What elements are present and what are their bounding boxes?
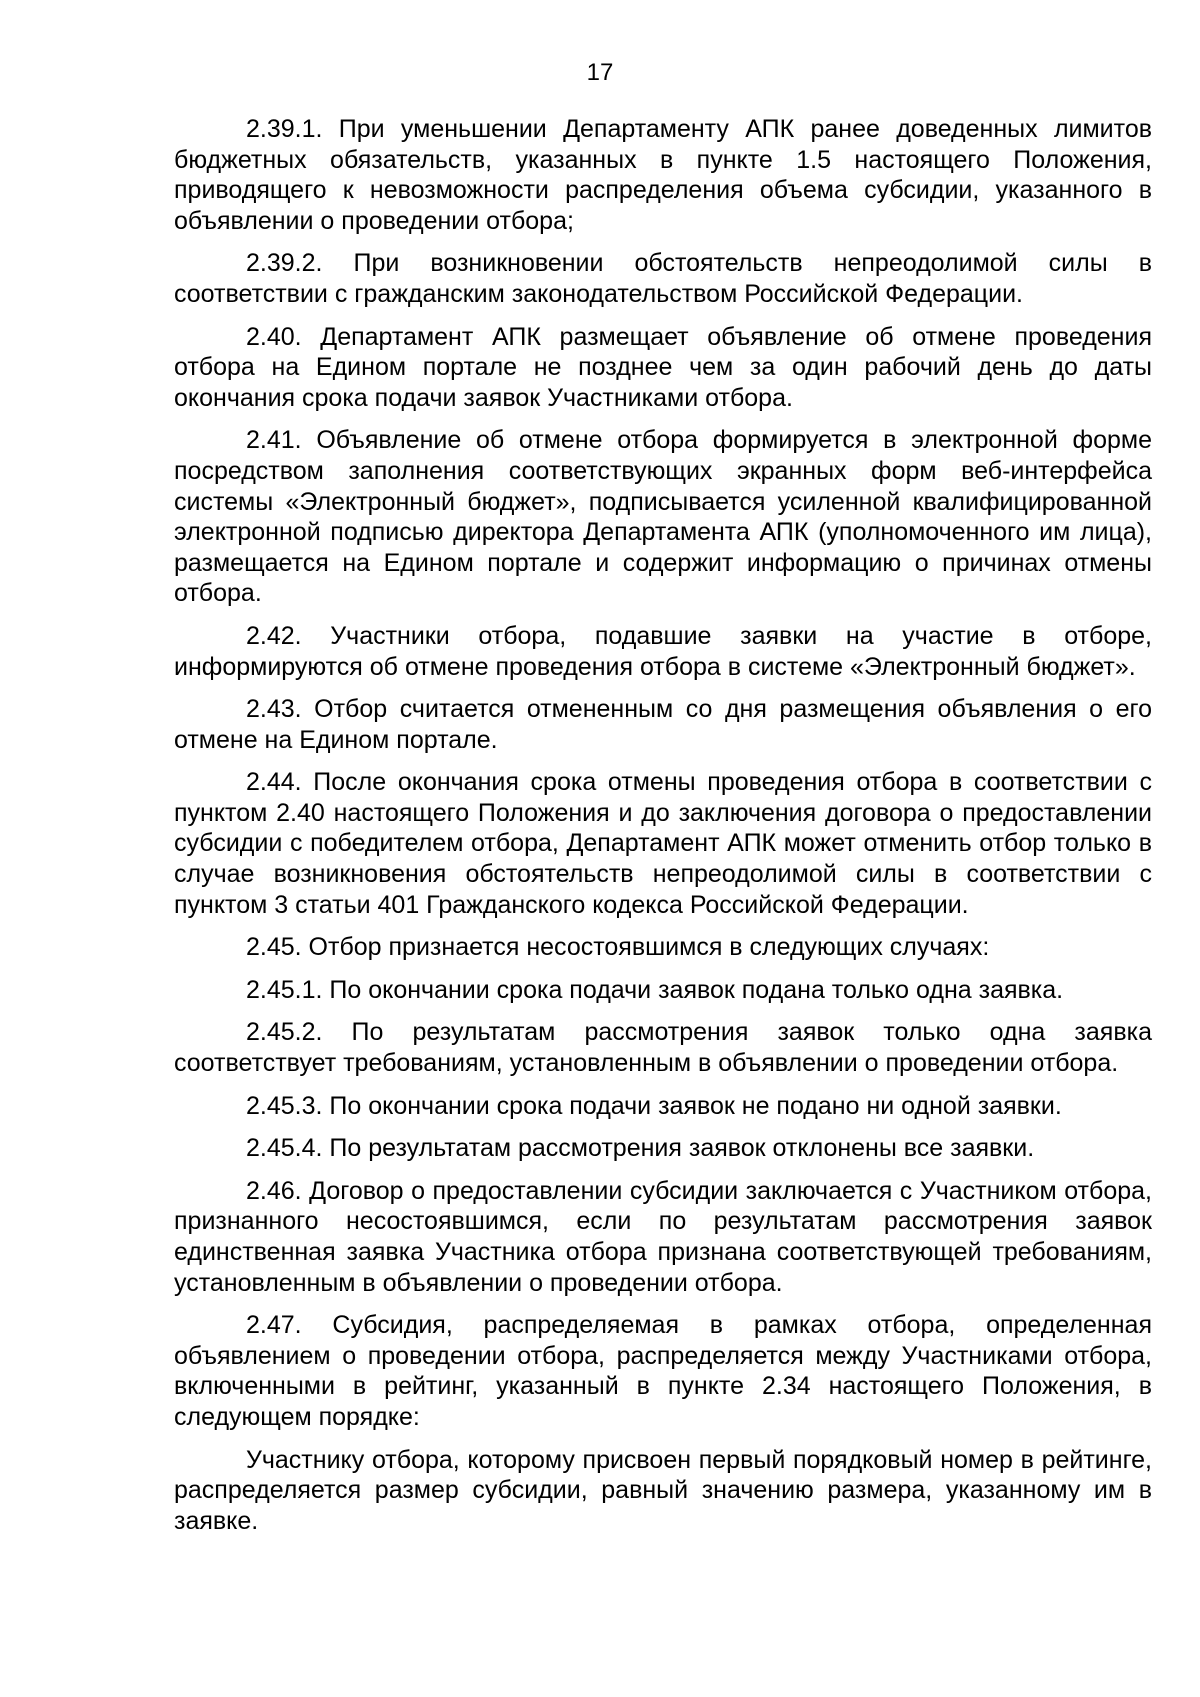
- paragraph-2-43: 2.43. Отбор считается отмененным со дня размещения объявления о его отмене на Едином портале.: [174, 695, 1152, 754]
- paragraph-2-39-1: 2.39.1. При уменьшении Департаменту АПК ранее доведенных лимитов бюджетных обязательств, указанных в пункте 1.5 настоящего Положения, приводящего к невозможности распределения объема субсидии, указанного в объявлении о проведении отбора;: [174, 115, 1152, 235]
- paragraph-2-45: 2.45. Отбор признается несостоявшимся в следующих случаях:: [246, 933, 990, 962]
- paragraph-2-45-4: 2.45.4. По результатам рассмотрения заявок отклонены все заявки.: [246, 1134, 1035, 1163]
- paragraph-2-44: 2.44. После окончания срока отмены проведения отбора в соответствии с пунктом 2.40 настоящего Положения и до заключения договора о предоставлении субсидии с победителем отбора, Департамент АПК может отменить отбор только в случае возникновения обстоятельств непреодолимой силы в соответствии с пунктом 3 статьи 401 Гражданского кодекса Российской Федерации.: [174, 768, 1152, 919]
- page-number: 17: [586, 59, 614, 86]
- paragraph-2-39-2: 2.39.2. При возникновении обстоятельств непреодолимой силы в соответствии с гражданским законодательством Российской Федерации.: [174, 249, 1152, 308]
- paragraph-2-45-3: 2.45.3. По окончании срока подачи заявок не подано ни одной заявки.: [246, 1091, 1062, 1120]
- paragraph-2-41: 2.41. Объявление об отмене отбора формируется в электронной форме посредством заполнения соответствующих экранных форм веб-интерфейса системы «Электронный бюджет», подписывается усиленной квалифицированной электронной подписью директора Департамента АПК (уполномоченного им лица), размещается на Едином портале и содержит информацию о причинах отмены отбора.: [174, 426, 1152, 608]
- paragraph-2-42: 2.42. Участники отбора, подавшие заявки на участие в отборе, информируются об отмене проведения отбора в системе «Электронный бюджет».: [174, 621, 1152, 681]
- paragraph-2-46: 2.46. Договор о предоставлении субсидии заключается с Участником отбора, признанного несостоявшимся, если по результатам рассмотрения заявок единственная заявка Участника отбора признана соответствующей требованиям, установленным в объявлении о проведении отбора.: [174, 1176, 1152, 1297]
- paragraph-2-45-1: 2.45.1. По окончании срока подачи заявок подана только одна заявка.: [246, 975, 1064, 1004]
- paragraph-2-40: 2.40. Департамент АПК размещает объявление об отмене проведения отбора на Едином портале не позднее чем за один рабочий день до даты окончания срока подачи заявок Участниками отбора.: [174, 322, 1152, 412]
- paragraph-2-47: 2.47. Субсидия, распределяемая в рамках отбора, определенная объявлением о проведении отбора, распределяется между Участниками отбора, включенными в рейтинг, указанный в пункте 2.34 настоящего Положения, в следующем порядке:: [174, 1311, 1152, 1431]
- document-body: [174, 114, 1152, 1548]
- paragraph-2-45-2: 2.45.2. По результатам рассмотрения заявок только одна заявка соответствует требованиям, установленным в объявлении о проведении отбора.: [174, 1018, 1152, 1078]
- paragraph-first-rank-participant: Участнику отбора, которому присвоен первый порядковый номер в рейтинге, распределяется размер субсидии, равный значению размера, указанному им в заявке.: [174, 1445, 1152, 1535]
